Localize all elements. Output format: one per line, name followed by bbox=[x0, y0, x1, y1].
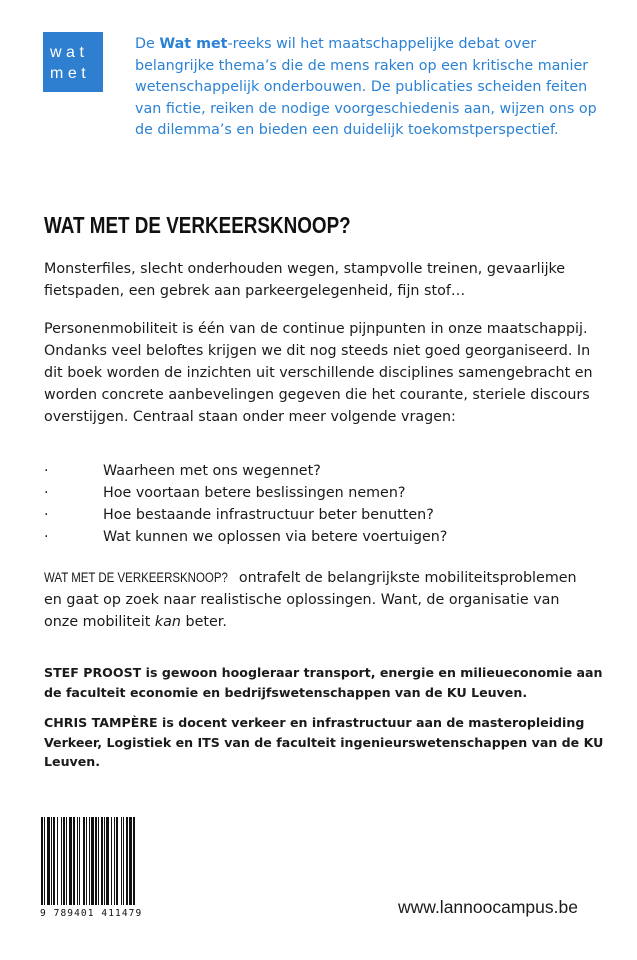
barcode-bars bbox=[40, 817, 158, 907]
series-logo bbox=[43, 32, 103, 92]
series-blurb bbox=[135, 34, 605, 142]
website-url: www.lannoocampus.be bbox=[398, 897, 578, 917]
question-text: Waarheen met ons wegennet? bbox=[103, 463, 321, 479]
bullet: · bbox=[44, 529, 49, 545]
logo-line-1: wat bbox=[50, 44, 89, 61]
question-list bbox=[44, 460, 594, 548]
question-text: Hoe voortaan betere beslissingen nemen? bbox=[103, 485, 406, 501]
title-reference: WAT MET DE VERKEERSKNOOP? bbox=[44, 570, 228, 585]
book-title: WAT MET DE VERKEERSKNOOP? bbox=[44, 212, 351, 238]
list-item bbox=[44, 460, 594, 482]
bullet: · bbox=[44, 507, 49, 523]
author-bio-1: STEF PROOST is gewoon hoogleraar transport, energie en milieueconomie aan de faculteit economie en bedrijfswetenschappen van de KU Leuven. bbox=[44, 665, 603, 700]
question-text: Hoe bestaande infrastructuur beter benutten? bbox=[103, 507, 434, 523]
blurb-prefix: De bbox=[135, 36, 160, 52]
paragraph-3 bbox=[44, 567, 594, 633]
emphasis: kan bbox=[154, 614, 181, 630]
paragraph-3-text: ontrafelt de belangrijkste mobiliteitsproblemen en gaat op zoek naar realistische oplossingen. Want, de organisatie van onze mobiliteit bbox=[44, 570, 577, 630]
barcode bbox=[40, 817, 158, 921]
list-item bbox=[44, 526, 594, 548]
isbn-number: 9 789401 411479 bbox=[40, 908, 143, 919]
bullet: · bbox=[44, 463, 49, 479]
author-bio-2: CHRIS TAMPÈRE is docent verkeer en infrastructuur aan de masteropleiding Verkeer, Logistiek en ITS van de faculteit ingenieurswetenschappen van de KU Leuven. bbox=[44, 715, 604, 769]
paragraph-1: Monsterfiles, slecht onderhouden wegen, stampvolle treinen, gevaarlijke fietspaden, een gebrek aan parkeergelegenheid, fijn stof… bbox=[44, 261, 566, 299]
list-item bbox=[44, 482, 594, 504]
blurb-series-name: Wat met bbox=[159, 36, 228, 52]
paragraph-3-end: beter. bbox=[180, 614, 227, 630]
bullet: · bbox=[44, 485, 49, 501]
list-item bbox=[44, 504, 594, 526]
blurb-text: -reeks wil het maatschappelijke debat over belangrijke thema’s die de mens raken op een kritische manier wetenschappelijk onderbouwen. De publicaties scheiden feiten van fictie, reiken de nodige voorgeschiedenis aan, wijzen ons op de dilemma’s en bieden een duidelijk toekomstperspectief. bbox=[135, 36, 597, 138]
question-text: Wat kunnen we oplossen via betere voertuigen? bbox=[103, 529, 448, 545]
logo-line-2: met bbox=[50, 65, 91, 82]
paragraph-2: Personenmobiliteit is één van de continue pijnpunten in onze maatschappij. Ondanks veel beloftes krijgen we dit nog steeds niet goed georganiseerd. In dit boek worden de inzichten uit verschillende disciplines samengebracht en worden concrete aanbevelingen gegeven die het courante, steriele discours overstijgen. Centraal staan onder meer volgende vragen: bbox=[44, 321, 593, 425]
